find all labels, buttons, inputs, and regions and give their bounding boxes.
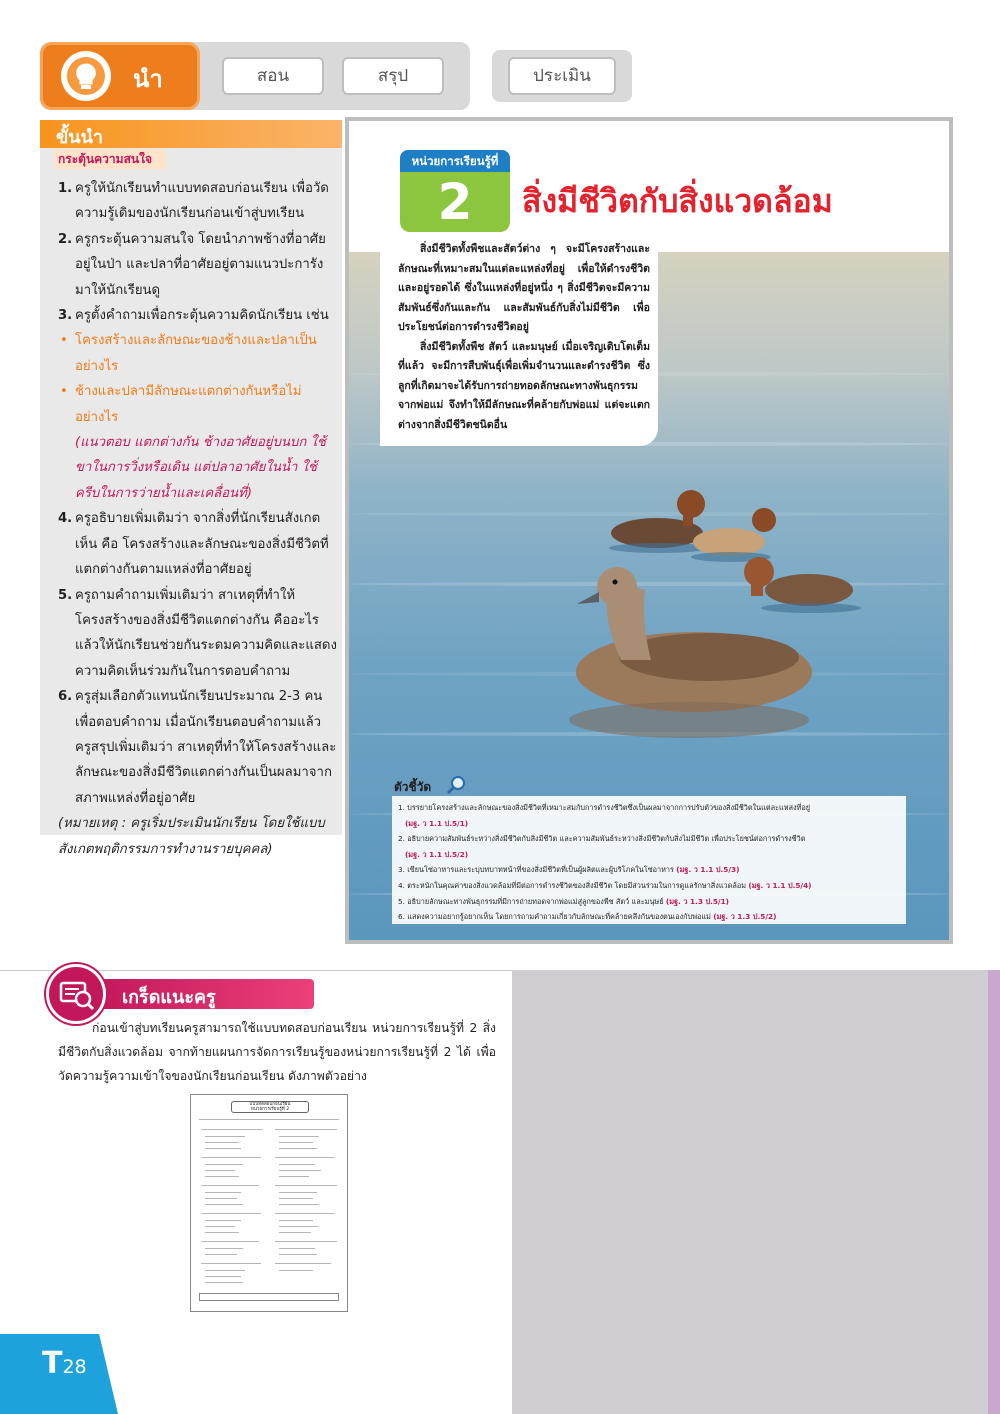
nav-tab-intro-label: นำ bbox=[133, 65, 163, 93]
edge-strip bbox=[988, 970, 1000, 1414]
indicator-item: 1. บรรยายโครงสร้างและลักษณะของสิ่งมีชีวิตที่เหมาะสมกับการดำรงชีวิตซึ่งเป็นผลมาจากการปรับตัวของสิ่งมีชีวิตในแต่ละแหล่งที่อยู่ (มฐ. ว 1.1 ป.5/1) bbox=[398, 803, 811, 828]
magnifier-icon bbox=[446, 774, 466, 794]
indicator-item: 2. อธิบายความสัมพันธ์ระหว่างสิ่งมีชีวิตกับสิ่งมีชีวิต และความสัมพันธ์ระหว่างสิ่งมีชีวิตกับสิ่งไม่มีชีวิต เพื่อประโยชน์ต่อการดำรงชีวิต (มฐ. ว 1.1 ป.5/2) bbox=[398, 834, 806, 859]
indicators-title: ตัวชี้วัด bbox=[394, 780, 432, 794]
intro-paragraph: สิ่งมีชีวิตทั้งพืชและสัตว์ต่าง ๆ จะมีโครงสร้างและลักษณะที่เหมาะสมในแต่ละแหล่งที่อยู่ เพื่อให้ดำรงชีวิตและอยู่รอดได้ ซึ่งในแหล่งที่อยู่หนึ่ง ๆ สิ่งมีชีวิตจะมีความสัมพันธ์ซึ่งกันและกัน และสัมพันธ์กับสิ่งไม่มีชีวิต เพื่อประโยชน์ต่อการดำรงชีวิตอยู่ bbox=[398, 243, 650, 333]
tips-title: เกร็ดแนะครู bbox=[122, 987, 216, 1008]
worksheet-answer-row bbox=[199, 1293, 339, 1301]
pretest-worksheet-thumbnail bbox=[190, 1094, 348, 1312]
margin-area bbox=[512, 970, 988, 1414]
indicator-item: 6. แสดงความอยากรู้อยากเห็น โดยการถามคำถามเกี่ยวกับลักษณะที่คล้ายคลึงกันของตนเองกับพ่อแม่ (มฐ. ว 1.3 ป.5/2) bbox=[398, 912, 777, 922]
nav-tab-teach[interactable]: สอน bbox=[222, 57, 324, 95]
worksheet-title: แบบทดสอบก่อนเรียน หน่วยการเรียนรู้ที่ 2 bbox=[231, 1101, 309, 1113]
subsection-title: กระตุ้นความสนใจ bbox=[54, 149, 166, 169]
intro-text bbox=[398, 240, 650, 435]
tips-text: ก่อนเข้าสู่บทเรียนครูสามารถใช้แบบทดสอบก่อนเรียน หน่วยการเรียนรู้ที่ 2 สิ่งมีชีวิตกับสิ่งแวดล้อม จากท้ายแผนการจัดการเรียนรู้ของหน่วยการเรียนรู้ที่ 2 ได้ เพื่อวัดความรู้ความเข้าใจของนักเรียนก่อนเรียน ดังภาพตัวอย่าง bbox=[58, 1021, 496, 1083]
step-list bbox=[58, 176, 338, 862]
teacher-tips-icon bbox=[46, 964, 106, 1024]
indicator-item: 5. อธิบายลักษณะทางพันธุกรรมที่มีการถ่ายทอดจากพ่อแม่สู่ลูกของพืช สัตว์ และมนุษย์ (มฐ. ว 1.3 ป.5/1) bbox=[398, 896, 730, 906]
nav-tab-evaluate[interactable]: ประเมิน bbox=[508, 57, 616, 95]
unit-label: หน่วยการเรียนรู้ที่ bbox=[400, 150, 510, 172]
step-item: 4. ครูอธิบายเพิ่มเติมว่า จากสิ่งที่นักเรียนสังเกตเห็น คือ โครงสร้างและลักษณะของสิ่งมีชีวิตที่แตกต่างกันตามแหล่งที่อาศัยอยู่ bbox=[58, 511, 329, 578]
nav-tab-intro[interactable] bbox=[40, 42, 200, 110]
step-item: 6. ครูสุ่มเลือกตัวแทนนักเรียนประมาณ 2-3 คน เพื่อตอบคำถาม เมื่อนักเรียนตอบคำถามแล้ว ครูสรุปเพิ่มเติมว่า สาเหตุที่ทำให้โครงสร้างและลักษณะของสิ่งมีชีวิตแตกต่างกันเป็นผลมาจากสภาพแหล่งที่อยู่อาศัย bbox=[58, 689, 337, 806]
note: (หมายเหตุ : ครูเริ่มประเมินนักเรียน โดยใช้แบบสังเกตพฤติกรรมการทำงานรายบุคคล) bbox=[58, 816, 325, 857]
step-item: 5. ครูถามคำถามเพิ่มเติมว่า สาเหตุที่ทำให้โครงสร้างของสิ่งมีชีวิตแตกต่างกัน คืออะไร แล้วให้นักเรียนช่วยกันระดมความคิดและแสดงความคิดเห็นร่วมกันในการตอบคำถาม bbox=[58, 587, 337, 679]
question-item: • โครงสร้างและลักษณะของช้างและปลาเป็นอย่างไร bbox=[58, 328, 338, 379]
unit-number: 2 bbox=[437, 173, 473, 231]
lightbulb-icon bbox=[61, 51, 111, 101]
tips-header bbox=[92, 979, 314, 1009]
indicator-list bbox=[398, 800, 904, 925]
intro-paragraph: สิ่งมีชีวิตทั้งพืช สัตว์ และมนุษย์ เมื่อเจริญเติบโตเต็มที่แล้ว จะมีการสืบพันธุ์เพื่อเพิ่มจำนวนและดำรงชีวิต ซึ่งลูกที่เกิดมาจะได้รับการถ่ายทอดลักษณะทางพันธุกรรมจากพ่อแม่ จึงทำให้มีลักษณะที่คล้ายกับพ่อแม่ แต่จะแตกต่างจากสิ่งมีชีวิตชนิดอื่น bbox=[398, 340, 650, 431]
section-header bbox=[40, 120, 342, 148]
section-title: ขั้นนำ bbox=[56, 127, 104, 148]
page-number: T28 bbox=[42, 1346, 87, 1381]
step-item: 1. ครูให้นักเรียนทำแบบทดสอบก่อนเรียน เพื่อวัดความรู้เดิมของนักเรียนก่อนเข้าสู่บทเรียน bbox=[58, 181, 329, 222]
indicator-item: 4. ตระหนักในคุณค่าของสิ่งแวดล้อมที่มีต่อการดำรงชีวิตของสิ่งมีชีวิต โดยมีส่วนร่วมในการดูแลรักษาสิ่งแวดล้อม (มฐ. ว 1.1 ป.5/4) bbox=[398, 880, 812, 890]
step-item: 3. ครูตั้งคำถามเพื่อกระตุ้นความคิดนักเรียน เช่น bbox=[58, 308, 329, 324]
question-item: • ช้างและปลามีลักษณะแตกต่างกันหรือไม่อย่างไร bbox=[58, 379, 338, 430]
unit-title: สิ่งมีชีวิตกับสิ่งแวดล้อม bbox=[522, 182, 833, 220]
indicator-item: 3. เขียนโซ่อาหารและระบุบทบาทหน้าที่ของสิ่งมีชีวิตที่เป็นผู้ผลิตและผู้บริโภคในโซ่อาหาร (มฐ. ว 1.1 ป.5/3) bbox=[398, 865, 740, 875]
answer-guide: (แนวตอบ แตกต่างกัน ช้างอาศัยอยู่บนบก ใช้ขาในการวิ่งหรือเดิน แต่ปลาอาศัยในน้ำ ใช้ครีบในการว่ายน้ำและเคลื่อนที่) bbox=[75, 435, 326, 501]
step-item: 2. ครูกระตุ้นความสนใจ โดยนำภาพช้างที่อาศัยอยู่ในป่า และปลาที่อาศัยอยู่ตามแนวปะการังมาให้นักเรียนดู bbox=[58, 231, 326, 298]
nav-tab-summary[interactable]: สรุป bbox=[342, 57, 444, 95]
